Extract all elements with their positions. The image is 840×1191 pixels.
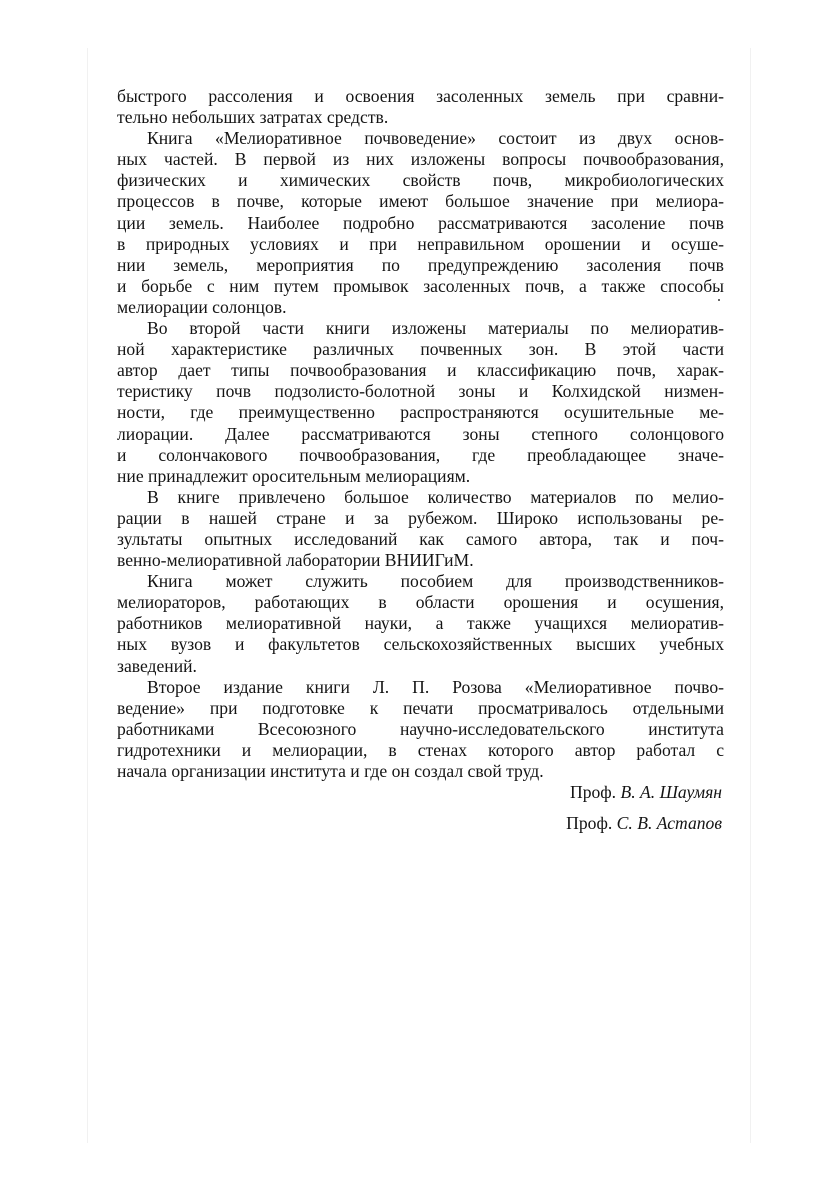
signature-astapov <box>117 808 722 839</box>
text-line: зультаты опытных исследований как самого автора, так и поч- <box>117 528 724 549</box>
paragraph-audience <box>117 571 724 676</box>
text-line: процессов в почве, которые имеют большое значение при мелиора- <box>117 191 724 212</box>
text-line: мелиорации солонцов. <box>117 296 287 317</box>
page-left-edge <box>87 48 88 1143</box>
body-text <box>117 86 724 782</box>
signature-block <box>117 777 722 839</box>
paragraph-second-part <box>117 318 724 487</box>
text-line: заведений. <box>117 655 197 676</box>
text-line: начала организации института и где он создал свой труд. <box>117 761 544 781</box>
text-line: лиорации. Далее рассматриваются зоны степного солонцового <box>117 423 724 444</box>
text-line: венно-мелиоративной лаборатории ВНИИГиМ. <box>117 550 474 571</box>
signature-name: В. А. Шаумян <box>620 782 722 802</box>
signature-name: С. В. Астапов <box>616 813 722 833</box>
paragraph-book-structure <box>117 128 724 318</box>
text-line: автор дает типы почвообразования и классификацию почв, харак- <box>117 360 724 381</box>
paragraph-second-edition <box>117 677 724 782</box>
paragraph-continuation <box>117 86 724 128</box>
text-line: ции земель. Наиболее подробно рассматриваются засоление почв <box>117 212 724 233</box>
text-line: теристику почв подзолисто-болотной зоны и Колхидской низмен- <box>117 381 724 402</box>
text-line: ной характеристике различных почвенных зон. В этой части <box>117 339 724 360</box>
text-line: рации в нашей стране и за рубежом. Широко использованы ре- <box>117 507 724 528</box>
text-line: ведение» при подготовке к печати просматривалось отдельными <box>117 697 724 718</box>
page-right-edge <box>750 48 751 1143</box>
text-line: в природных условиях и при неправильном орошении и осуше- <box>117 233 724 254</box>
paragraph-materials <box>117 487 724 571</box>
signature-shaumyan <box>117 777 722 808</box>
text-line: тельно небольших затратах средств. <box>117 107 389 128</box>
signature-title: Проф. <box>566 813 617 833</box>
text-line: Второе издание книги Л. П. Розова «Мелиоративное почво- <box>147 676 724 697</box>
text-line: ние принадлежит оросительным мелиорациям. <box>117 465 471 486</box>
text-line: Книга «Мелиоративное почвоведение» состоит из двух основ- <box>147 128 724 149</box>
text-line: работниками Всесоюзного научно-исследовательского института <box>117 718 724 739</box>
text-line: и борьбе с ним путем промывок засоленных почв, а также способы <box>117 275 724 296</box>
text-line: физических и химических свойств почв, микробиологических <box>117 170 724 191</box>
text-line: быстрого рассоления и освоения засоленных земель при сравни- <box>117 86 724 106</box>
signature-title: Проф. <box>569 782 621 802</box>
text-line: гидротехники и мелиорации, в стенах которого автор работал с <box>117 739 724 760</box>
text-line: нии земель, мероприятия по предупреждению засоления почв <box>117 254 724 275</box>
text-line: ных частей. В первой из них изложены вопросы почвообразования, <box>117 149 724 170</box>
text-line: мелиораторов, работающих в области орошения и осушения, <box>117 592 724 613</box>
text-line: Во второй части книги изложены материалы по мелиоратив- <box>147 318 724 339</box>
text-line: Книга может служить пособием для производственников- <box>147 571 724 592</box>
text-line: и солончакового почвообразования, где преобладающее значе- <box>117 444 724 465</box>
text-line: ности, где преимущественно распространяются осушительные ме- <box>117 402 724 423</box>
text-line: работников мелиоративной науки, а также учащихся мелиоратив- <box>117 613 724 634</box>
text-line: В книге привлечено большое количество материалов по мелио- <box>147 486 724 507</box>
text-line: ных вузов и факультетов сельскохозяйственных высших учебных <box>117 634 724 655</box>
